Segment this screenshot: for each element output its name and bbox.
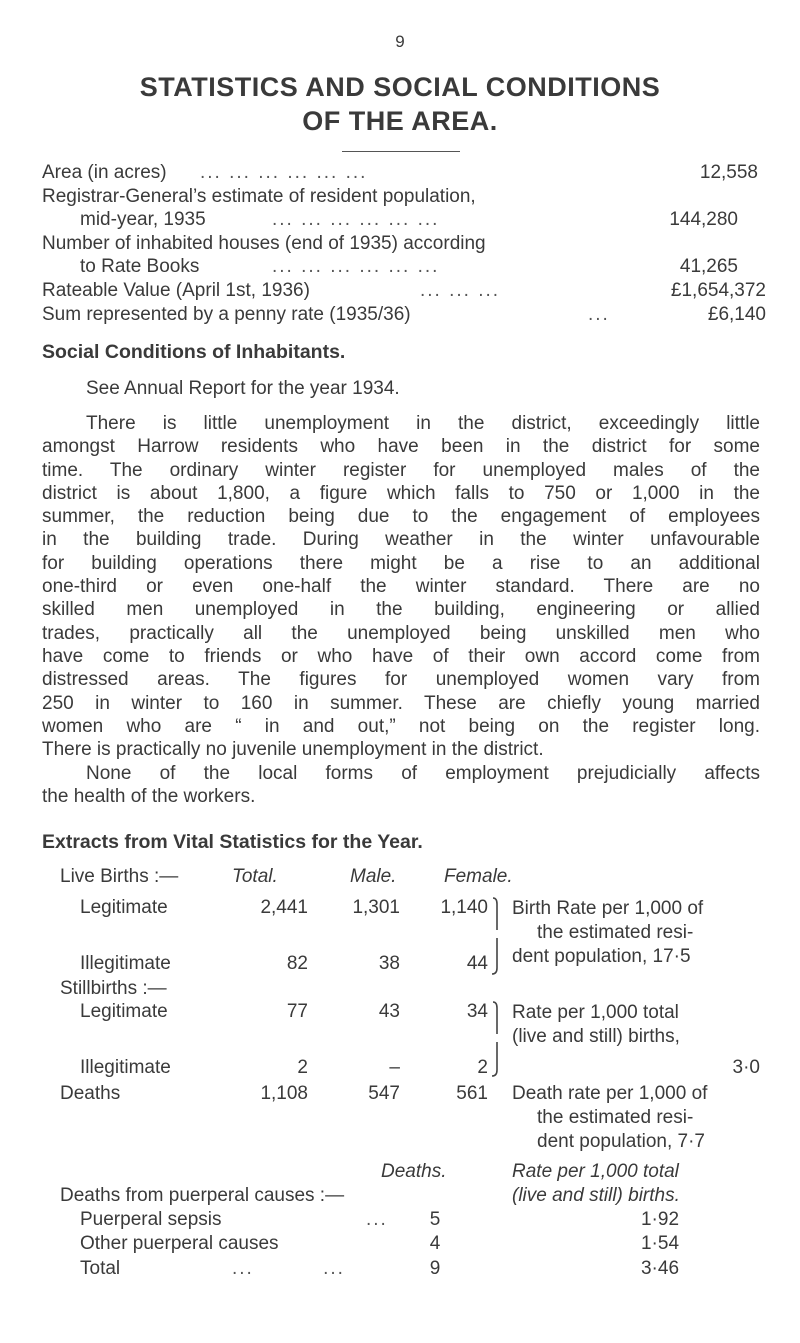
title-line-2: OF THE AREA.	[302, 106, 498, 136]
cell-rate: 3·46	[640, 1258, 680, 1279]
cell-total: 2,441	[260, 897, 308, 918]
stillbirth-rate-note-3: 3·0	[732, 1057, 760, 1078]
population-value: 144,280	[669, 209, 738, 230]
row-label: Total	[80, 1258, 121, 1279]
column-female: Female.	[444, 866, 513, 887]
row-label: Puerperal sepsis	[80, 1209, 222, 1230]
paragraph-line: the health of the workers.	[42, 786, 256, 808]
death-rate-note-1: Death rate per 1,000 of	[512, 1083, 708, 1104]
cell-male: 38	[378, 953, 400, 974]
paragraph-line: skilled men unemployed in the building, engineering or allied	[42, 599, 760, 621]
row-leader: ... ...	[232, 1258, 345, 1279]
area-leader: ... ... ... ... ... ...	[200, 162, 368, 183]
cell-male: 1,301	[352, 897, 400, 918]
puerperal-causes-label: Deaths from puerperal causes :—	[60, 1185, 345, 1206]
cell-male: –	[389, 1057, 400, 1078]
penny-leader: ...	[588, 304, 610, 325]
health-paragraph	[42, 762, 760, 809]
population-label-1: Registrar-General’s estimate of resident population,	[42, 186, 476, 207]
column-total: Total.	[232, 866, 278, 887]
paragraph-line: None of the local forms of employment prejudicially affects	[86, 763, 760, 784]
penny-rate-value: £6,140	[707, 304, 766, 325]
paragraph-line: have come to friends or who have of their own accord come from	[42, 645, 760, 667]
population-leader: ... ... ... ... ... ...	[272, 209, 440, 230]
houses-label-1: Number of inhabited houses (end of 1935) according	[42, 233, 486, 254]
cell-female: 44	[466, 953, 488, 974]
stillbirth-rate-brace	[491, 1000, 505, 1078]
birth-rate-note-1: Birth Rate per 1,000 of	[512, 898, 704, 919]
cell-male: 43	[378, 1001, 400, 1022]
cell-total: 1,108	[260, 1083, 308, 1104]
paragraph-line: time. The ordinary winter register for unemployed males of the	[42, 459, 760, 481]
rate-column-header-1: Rate per 1,000 total	[512, 1161, 679, 1182]
houses-value: 41,265	[679, 256, 738, 277]
title-line-1: STATISTICS AND SOCIAL CONDITIONS	[139, 72, 661, 102]
cell-total: 82	[286, 953, 308, 974]
death-rate-note-2: the estimated resi-	[537, 1107, 694, 1128]
paragraph-line: in the building trade. During weather in the winter unfavourable	[42, 529, 760, 551]
title-divider	[342, 151, 460, 152]
area-value: 12,558	[699, 162, 758, 183]
live-births-label: Live Births :—	[60, 866, 179, 887]
stillbirth-rate-note-1: Rate per 1,000 total	[512, 1002, 679, 1023]
social-conditions-heading: Social Conditions of Inhabitants.	[42, 341, 346, 363]
cell-male: 547	[368, 1083, 400, 1104]
row-label: Legitimate	[80, 1001, 168, 1022]
cell-female: 1,140	[440, 897, 488, 918]
paragraph-line: women who are “ in and out,” not being on the register long.	[42, 715, 760, 737]
cell-rate: 1·54	[640, 1233, 680, 1254]
paragraph-line: trades, practically all the unemployed being unskilled men who	[42, 622, 760, 644]
row-label: Illegitimate	[80, 953, 171, 974]
row-leader: ...	[366, 1209, 388, 1230]
cell-deaths: 4	[429, 1233, 441, 1254]
stillbirths-label: Stillbirths :—	[60, 978, 167, 999]
row-label: Legitimate	[80, 897, 168, 918]
paragraph-line: There is little unemployment in the district, exceedingly little	[86, 413, 760, 434]
deaths-column-header: Deaths.	[381, 1161, 447, 1182]
population-label-2: mid-year, 1935	[80, 209, 206, 230]
paragraph-line: summer, the reduction being due to the engagement of employees	[42, 506, 760, 528]
annual-report-note: See Annual Report for the year 1934.	[86, 378, 400, 399]
houses-label-2: to Rate Books	[80, 256, 200, 277]
penny-rate-label: Sum represented by a penny rate (1935/36)	[42, 304, 411, 325]
area-label: Area (in acres)	[42, 162, 167, 183]
cell-total: 2	[297, 1057, 308, 1078]
cell-deaths: 5	[429, 1209, 441, 1230]
rateable-label: Rateable Value (April 1st, 1936)	[42, 280, 310, 301]
stillbirth-rate-note-2: (live and still) births,	[512, 1026, 680, 1047]
row-label: Deaths	[60, 1083, 121, 1104]
row-label: Illegitimate	[80, 1057, 171, 1078]
unemployment-paragraph	[42, 412, 760, 761]
column-male: Male.	[350, 866, 397, 887]
cell-female: 2	[477, 1057, 488, 1078]
cell-female: 34	[466, 1001, 488, 1022]
cell-total: 77	[286, 1001, 308, 1022]
birth-rate-brace	[491, 896, 505, 976]
page-title	[40, 70, 760, 138]
rateable-leader: ... ... ...	[420, 280, 501, 301]
cell-deaths: 9	[429, 1258, 441, 1279]
rateable-value: £1,654,372	[670, 280, 766, 301]
paragraph-line: distressed areas. The figures for unemployed women vary from	[42, 669, 760, 691]
paragraph-line: amongst Harrow residents who have been in the district for some	[42, 436, 760, 458]
rate-column-header-2: (live and still) births.	[512, 1185, 680, 1206]
death-rate-note-3: dent population, 7·7	[537, 1131, 705, 1152]
vital-statistics-heading: Extracts from Vital Statistics for the Year.	[42, 831, 423, 853]
page-number: 9	[395, 32, 405, 51]
birth-rate-note-3: dent population, 17·5	[512, 946, 691, 967]
paragraph-line: one-third or even one-half the winter standard. There are no	[42, 576, 760, 598]
row-label: Other puerperal causes	[80, 1233, 279, 1254]
paragraph-line: for building operations there might be a rise to an additional	[42, 552, 760, 574]
birth-rate-note-2: the estimated resi-	[537, 922, 694, 943]
cell-rate: 1·92	[640, 1209, 680, 1230]
houses-leader: ... ... ... ... ... ...	[272, 256, 440, 277]
paragraph-line: 250 in winter to 160 in summer. These are chiefly young married	[42, 692, 760, 714]
cell-female: 561	[456, 1083, 488, 1104]
paragraph-line: There is practically no juvenile unemployment in the district.	[42, 739, 544, 761]
paragraph-line: district is about 1,800, a figure which falls to 750 or 1,000 in the	[42, 482, 760, 504]
